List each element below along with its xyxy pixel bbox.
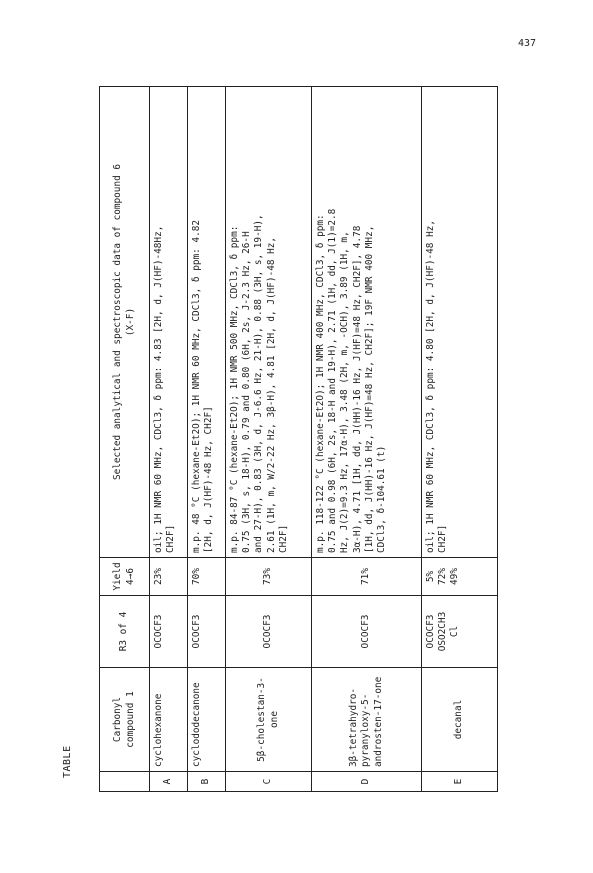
r3-value: OCOCF3: [360, 614, 372, 649]
row-compound: 3β-tetrahydro-pyranyloxy-5-androsten-17-one: [312, 668, 422, 772]
data-line: CH2F]: [437, 524, 449, 553]
data-line: Hz, J(2)=9.3 Hz, 17α-H), 3.48 (2H, m, -OCH), 3.89 (1H, m,: [339, 231, 351, 553]
row-r3: [312, 596, 422, 668]
yield-value: 5%: [425, 570, 436, 583]
header-yield-line1: Yield: [112, 562, 124, 591]
row-data: [226, 87, 312, 558]
row-data: [150, 87, 188, 558]
header-data: [100, 87, 150, 558]
row-r3: [422, 596, 498, 668]
header-data-line2: (X-F): [124, 307, 136, 337]
data-line: 0.75 and 0.98 (6H, 2s, 18-H and 19-H), 2.71 (1H, dd, J(1)=2.8: [327, 208, 339, 553]
data-line: 2.61 (1H, m, W/2-22 Hz, 3β-H), 4.81 [2H, d, J(HF)-48 Hz,: [265, 236, 277, 553]
data-table: [99, 86, 498, 792]
data-line: CDCl3, δ-104.61 (t): [376, 445, 388, 553]
yield-value: 73%: [262, 568, 274, 585]
table-row: [150, 87, 188, 792]
r3-value: OCOCF3: [262, 614, 274, 649]
r3-value: OCOCF3: [153, 614, 164, 649]
yield-value: 72%: [437, 568, 449, 585]
row-label: E: [422, 772, 498, 792]
row-r3: [188, 596, 226, 668]
header-r3: R3 of 4: [100, 596, 150, 668]
data-line: 0.75 (3H, s, 18-H), 0.79 and 0.80 (6H, 2s, J-2.3 Hz, 26-H: [241, 231, 253, 553]
data-line: CH2F]: [165, 524, 177, 553]
data-line: oil; 1H NMR 60 MHz, CDCl3, δ ppm: 4.80 [2H, d, J(HF)-48 Hz,: [425, 219, 436, 553]
header-yield-line2: 4→6: [124, 568, 136, 585]
row-yield: [312, 558, 422, 596]
row-label: B: [188, 772, 226, 792]
r3-value: OCOCF3: [425, 614, 436, 649]
data-line: and 27-H), 0.83 (3H, d, J-6.6 Hz, 21-H), 0.88 (3H, s, 19-H),: [253, 214, 265, 553]
data-line: CH2F]: [277, 524, 289, 553]
table-row: [422, 87, 498, 792]
data-line: 3α-H), 4.71 [1H, dd, J(HH)-16 Hz, J(HF)=48 Hz, CH2F], 4.78: [351, 225, 363, 553]
data-line: m.p. 48 °C (hexane-Et2O); 1H NMR 60 MHz, CDCl3, δ ppm: 4.82: [191, 219, 202, 553]
row-compound: cyclododecanone: [188, 668, 226, 772]
row-r3: [226, 596, 312, 668]
table-side-title: TABLE: [62, 745, 73, 778]
r3-value: Cl: [449, 625, 461, 638]
table-row: [312, 87, 422, 792]
header-yield: [100, 558, 150, 596]
row-r3: [150, 596, 188, 668]
table-row: [226, 87, 312, 792]
table-row: [188, 87, 226, 792]
yield-value: 70%: [191, 568, 202, 585]
rotated-table-wrapper: [99, 87, 497, 792]
yield-value: 71%: [360, 568, 372, 585]
data-line: oil; 1H NMR 60 MHz, CDCl3, δ ppm: 4.83 [2H, d, J(HF)-48Hz,: [153, 225, 164, 553]
row-compound: cyclohexanone: [150, 668, 188, 772]
row-label: A: [150, 772, 188, 792]
row-data: [422, 87, 498, 558]
page-number: 437: [518, 38, 537, 49]
row-yield: [188, 558, 226, 596]
yield-value: 49%: [449, 568, 461, 585]
header-data-line1: Selected analytical and spectroscopic data of compound 6: [112, 163, 124, 481]
row-yield: [422, 558, 498, 596]
header-carbonyl-line2: compound 1: [124, 691, 136, 748]
data-line: m.p. 84-87 °C (hexane-Et2O); 1H NMR 500 MHz, CDCl3, δ ppm:: [229, 225, 240, 553]
header-carbonyl: [100, 668, 150, 772]
header-carbonyl-line1: Carbonyl: [112, 696, 124, 743]
data-line: [2H, d, J(HF)-48 Hz, CH2F]: [203, 406, 215, 553]
data-line: [1H, dd, J(HH)-16 Hz, J(HF)=48 Hz, CH2F]; 19F NMR 400 MHz,: [363, 225, 375, 553]
row-compound: decanal: [422, 668, 498, 772]
r3-value: OSO2CH3: [437, 611, 449, 652]
r3-value: OCOCF3: [191, 614, 202, 649]
row-data: [188, 87, 226, 558]
row-data: [312, 87, 422, 558]
row-compound: 5β-cholestan-3-one: [226, 668, 312, 772]
row-yield: [150, 558, 188, 596]
row-label: C: [226, 772, 312, 792]
row-yield: [226, 558, 312, 596]
row-label: D: [312, 772, 422, 792]
data-line: m.p. 118-122 °C (hexane-Et2O); 1H NMR 400 MHz, CDCl3, δ ppm:: [315, 214, 326, 553]
header-row: [100, 87, 150, 792]
yield-value: 23%: [153, 568, 164, 585]
header-label: [100, 772, 150, 792]
